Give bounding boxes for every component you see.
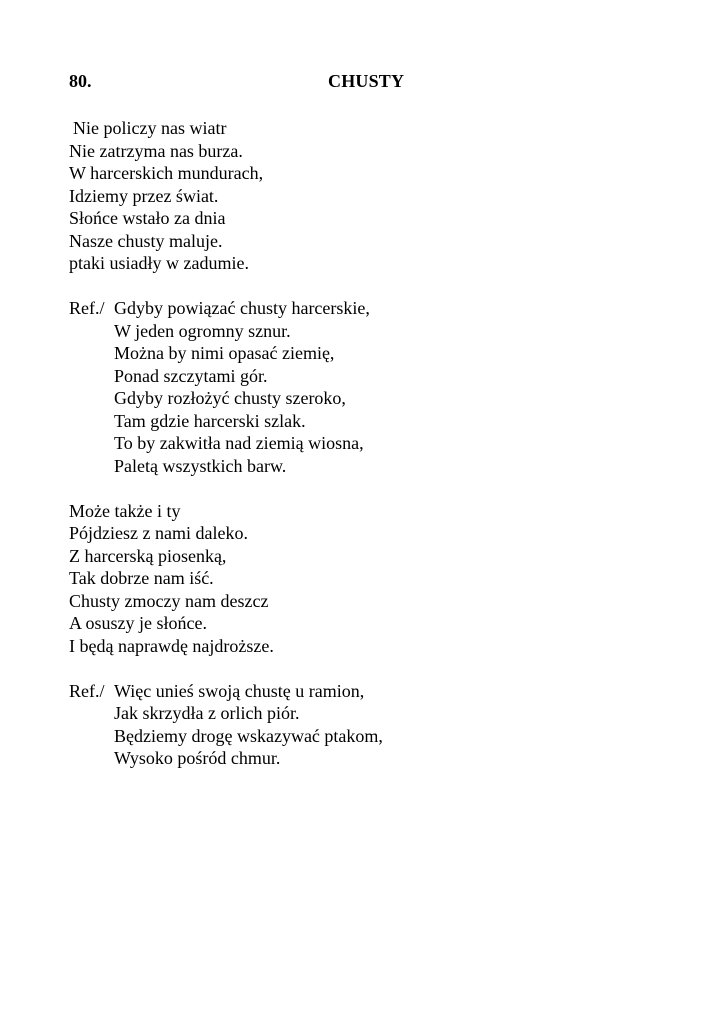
lyric-line: Gdyby rozłożyć chusty szeroko,	[114, 388, 346, 408]
lyric-line: Paletą wszystkich barw.	[114, 455, 287, 476]
lyric-line: Tam gdzie harcerski szlak.	[114, 410, 306, 431]
lyrics	[69, 117, 669, 792]
lyric-line: I będą naprawdę najdroższe.	[69, 635, 274, 656]
stanza-1	[69, 117, 669, 275]
refrain-first-line	[69, 680, 669, 703]
lyric-line: Będziemy drogę wskazywać ptakom,	[114, 725, 383, 746]
lyric-line: Nasze chusty maluje.	[69, 230, 223, 251]
lyric-line: W harcerskich mundurach,	[69, 163, 264, 183]
lyric-line: Tak dobrze nam iść.	[69, 568, 214, 588]
lyric-line: Wysoko pośród chmur.	[114, 748, 281, 768]
lyric-line: Jak skrzydła z orlich piór.	[114, 703, 300, 723]
lyric-line: Ponad szczytami gór.	[114, 365, 268, 386]
lyric-line: W jeden ogromny sznur.	[114, 320, 291, 341]
lyric-line: ptaki usiadły w zadumie.	[69, 253, 249, 273]
lyric-line: To by zakwitła nad ziemią wiosna,	[114, 433, 364, 453]
refrain-first-line	[69, 297, 669, 320]
lyric-line: Nie zatrzyma nas burza.	[69, 140, 243, 161]
lyric-line: Więc unieś swoją chustę u ramion,	[114, 680, 365, 701]
refrain-1	[69, 297, 669, 477]
song-number: 80.	[69, 71, 92, 91]
lyric-line: Może także i ty	[69, 500, 181, 521]
stanza-2	[69, 500, 669, 658]
refrain-marker: Ref./	[69, 680, 105, 701]
lyric-line: Nie policzy nas wiatr	[73, 118, 227, 138]
lyric-line: Pójdziesz z nami daleko.	[69, 523, 248, 543]
lyric-line: A osuszy je słońce.	[69, 613, 207, 633]
lyric-line: Słońce wstało za dnia	[69, 208, 226, 228]
lyric-line: Chusty zmoczy nam deszcz	[69, 590, 269, 611]
refrain-marker: Ref./	[69, 298, 105, 318]
lyric-line: Idziemy przez świat.	[69, 185, 219, 206]
lyric-line: Gdyby powiązać chusty harcerskie,	[114, 298, 370, 318]
song-title: CHUSTY	[328, 71, 405, 91]
lyric-line: Z harcerską piosenką,	[69, 545, 227, 566]
refrain-2	[69, 680, 669, 770]
lyric-line: Można by nimi opasać ziemię,	[114, 343, 335, 363]
